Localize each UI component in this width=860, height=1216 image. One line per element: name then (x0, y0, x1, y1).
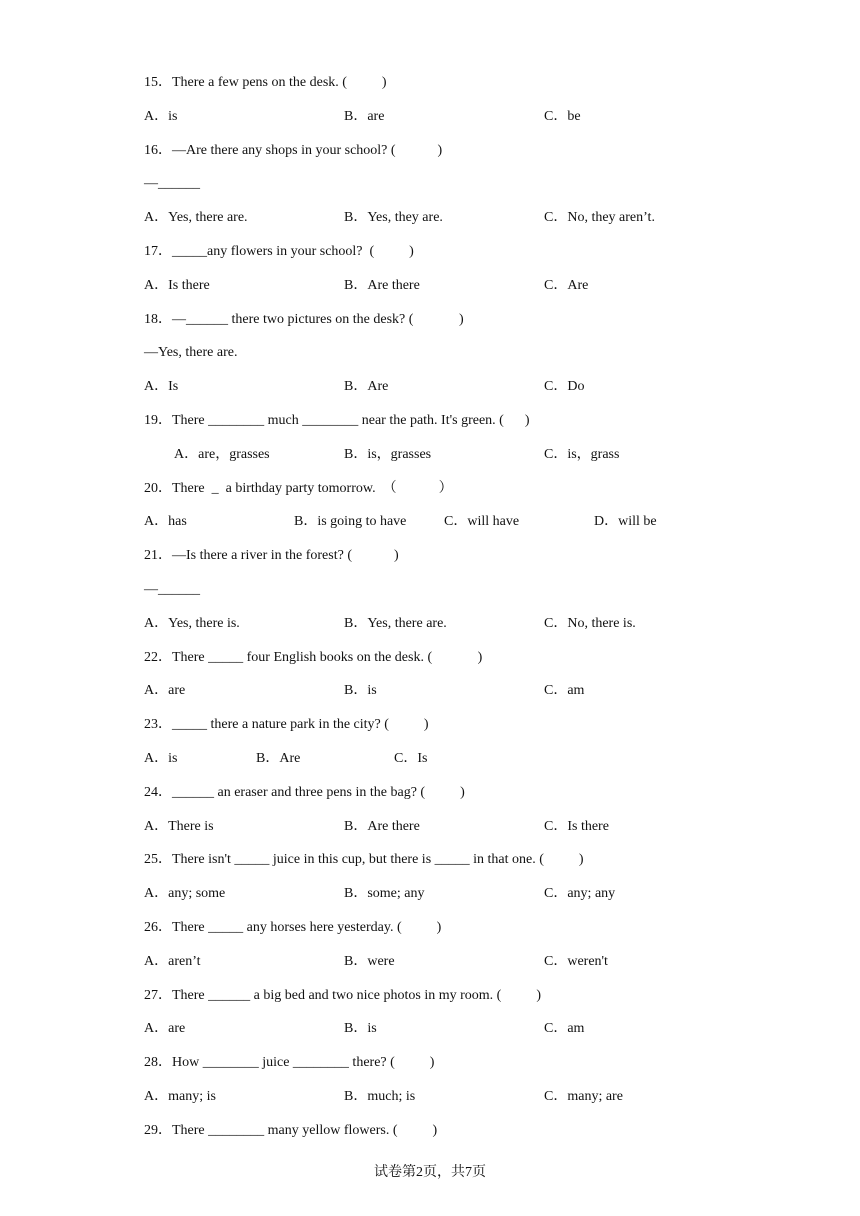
question-25-stem: 25．There isn't _____ juice in this cup, but there is _____ in that one. ( ) (144, 852, 584, 868)
question-26-option-b: B．were (344, 953, 395, 969)
question-18-answer-line: —Yes, there are. (144, 345, 238, 361)
question-15-option-b: B．are (344, 108, 385, 124)
question-22-option-a: A．are (144, 683, 186, 699)
question-28-option-b: B．much; is (344, 1089, 416, 1104)
question-22-stem: 22．There _____ four English books on the desk. ( ) (144, 649, 483, 665)
question-27-option-b: B．is (344, 1021, 377, 1037)
question-16-option-b: B．Yes, they are. (344, 210, 443, 226)
question-21-option-a: A．Yes, there is. (144, 615, 240, 631)
question-25-option-b: B．some; any (344, 886, 425, 902)
question-17-stem: 17．_____any flowers in your school? ( ) (144, 244, 414, 259)
question-19-option-b: B．is，grasses (344, 446, 432, 462)
question-22-option-b: B．is (344, 683, 377, 699)
question-24-stem: 24．______ an eraser and three pens in the bag? ( ) (144, 784, 465, 800)
question-16-option-c: C．No, they aren’t. (544, 210, 655, 226)
question-18-option-a: A．Is (144, 379, 179, 395)
page-footer: 试卷第2页，共7页 (374, 1165, 486, 1180)
question-24-option-c: C．Is there (544, 818, 609, 834)
question-26-stem: 26．There _____ any horses here yesterday. ( ) (144, 920, 442, 935)
question-16-stem: 16．—Are there any shops in your school? ( ) (144, 142, 443, 158)
question-24-option-b: B．Are there (344, 818, 420, 834)
question-28-option-c: C．many; are (544, 1089, 623, 1104)
question-28-stem: 28．How ________ juice ________ there? ( ) (144, 1055, 435, 1071)
question-21-stem: 21．—Is there a river in the forest? ( ) (144, 548, 399, 564)
question-15-option-a: A．is (144, 108, 178, 124)
question-18-option-c: C．Do (544, 379, 585, 395)
question-20-stem: 20．There _ a birthday party tomorrow. （ ） (144, 480, 453, 496)
question-15-option-c: C．be (544, 108, 581, 124)
question-23-option-a: A．is (144, 751, 178, 766)
question-22-option-c: C．am (544, 683, 585, 699)
question-23-stem: 23．_____ there a nature park in the city? ( ) (144, 717, 429, 733)
question-19-option-a: A．are，grasses (174, 446, 270, 462)
question-24-option-a: A．There is (144, 818, 214, 834)
question-19-stem: 19．There ________ much ________ near the path. It's green. ( ) (144, 413, 530, 428)
question-18-stem: 18．—______ there two pictures on the desk? ( ) (144, 311, 464, 327)
question-20-option-d: D．will be (594, 514, 657, 530)
question-15-stem: 15．There a few pens on the desk. ( ) (144, 75, 387, 90)
question-29-stem: 29．There ________ many yellow flowers. ( ) (144, 1122, 438, 1138)
question-27-option-c: C．am (544, 1021, 585, 1037)
question-20-option-c: C．will have (444, 514, 520, 530)
question-21-answer-line: —______ (144, 582, 200, 597)
question-26-option-c: C．weren't (544, 953, 608, 969)
question-17-option-c: C．Are (544, 277, 589, 293)
question-25-option-c: C．any; any (544, 886, 616, 902)
question-17-option-b: B．Are there (344, 277, 420, 293)
question-27-stem: 27．There ______ a big bed and two nice photos in my room. ( ) (144, 987, 541, 1003)
question-16-answer-line: —______ (144, 176, 200, 192)
question-23-option-c: C．Is (394, 751, 428, 766)
question-21-option-b: B．Yes, there are. (344, 615, 447, 631)
question-21-option-c: C．No, there is. (544, 615, 636, 631)
question-27-option-a: A．are (144, 1021, 186, 1037)
question-20-option-b: B．is going to have (294, 514, 407, 530)
question-25-option-a: A．any; some (144, 886, 226, 902)
question-28-option-a: A．many; is (144, 1089, 216, 1104)
question-23-option-b: B．Are (256, 751, 301, 766)
question-16-option-a: A．Yes, there are. (144, 210, 248, 226)
question-18-option-b: B．Are (344, 379, 389, 395)
question-17-option-a: A．Is there (144, 277, 210, 293)
question-20-option-a: A．has (144, 514, 187, 530)
question-26-option-a: A．aren’t (144, 953, 201, 969)
question-19-option-c: C．is，grass (544, 446, 620, 462)
